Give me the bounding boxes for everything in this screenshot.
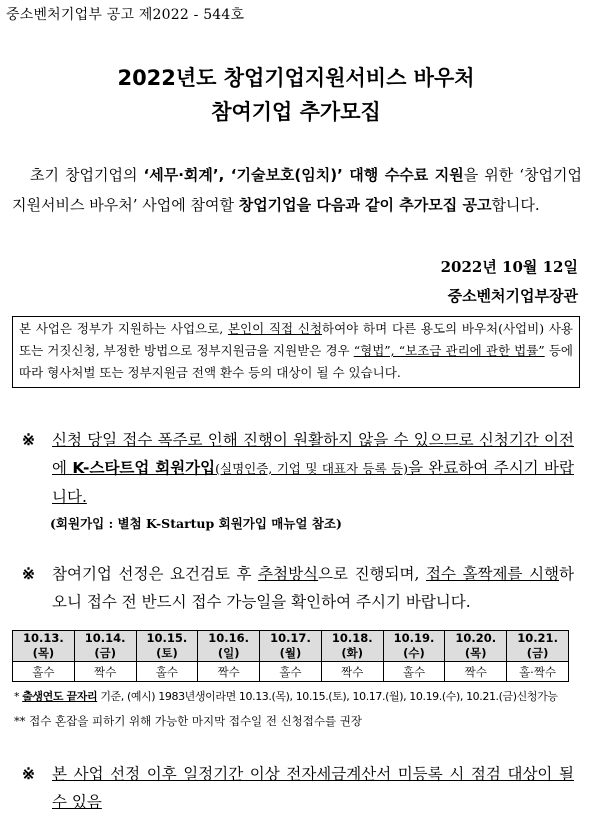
schedule-type: 짝수 [74,662,136,682]
footnote-birth-year [14,688,558,704]
reference-mark: ※ [22,430,35,449]
notice-date: 2022년 10월 12일 [440,258,578,276]
note2-text-1: 참여기업 선정은 요건검토 후 [52,565,259,583]
schedule-date: 10.21.(금) [507,631,569,662]
intro-bold-2: 창업기업을 다음과 같이 추가모집 공고 [238,196,492,214]
note-selection-text [22,560,574,616]
note-signup-text [22,426,574,511]
notice-number: 중소벤처기업부 공고 제2022 - 544호 [6,7,245,23]
warning-text-1: 본 사업은 정부가 지원하는 사업으로, [19,321,228,336]
warning-underline-2: “형법”, “보조금 관리에 관한 법률” [353,343,545,358]
warning-text-3: 등에 따라 형사처벌 또는 정부지원금 전액 환수 등의 대상이 될 수 있습니다. [19,343,573,380]
schedule-type: 짝수 [198,662,260,682]
note-signup [22,426,574,511]
note1-bold: K-스타트업 회원가입 [72,459,216,477]
page-subtitle: 참여기업 추가모집 [211,100,381,124]
intro-text-3: 합니다. [491,196,540,214]
footnote-bold: 출생연도 끝자리 [22,690,98,703]
schedule-date: 10.17.(월) [260,631,322,662]
signup-manual-note: (회원가입 : 별첨 K-Startup 회원가입 매뉴얼 참조) [50,516,342,531]
note-tax-invoice-text: 본 사업 선정 이후 일정기간 이상 전자세금계산서 미등록 시 점검 대상이 될 수 있음 [52,765,574,811]
schedule-type: 홀수 [13,662,75,682]
intro-text-2: 을 위한 ‘창업기업지원서비스 바우처’ 사업에 참여할 [12,166,582,214]
schedule-date: 10.19.(수) [383,631,445,662]
warning-underline-1: 본인이 직접 신청 [227,321,323,336]
reference-mark: ※ [22,764,35,783]
note2-underline-1: 추첨방식 [258,565,319,583]
intro-paragraph [12,160,582,220]
page-title: 2022년도 창업기업지원서비스 바우처 [117,66,475,90]
schedule-type: 홀·짝수 [507,662,569,682]
schedule-type: 짝수 [445,662,507,682]
footnote-star: * [14,690,23,703]
schedule-date-row [13,631,569,662]
intro-bold-1: ‘세무·회계’, ‘기술보호(임치)’ 대행 수수료 지원 [143,166,464,184]
note2-text-3: 하오니 접수 전 반드시 접수 가능일을 확인하여 주시기 바랍니다. [52,565,575,611]
schedule-date: 10.16.(일) [198,631,260,662]
footnote-rest: 기준, (예시) 1983년생이라면 10.13.(목), 10.15.(토), 10.17.(월), 10.19.(수), 10.21.(금)신청가능 [97,690,558,703]
note1-text-2: 을 완료하여 주시기 바랍니다. [52,459,574,506]
schedule-type-row [13,662,569,682]
schedule-type: 홀수 [136,662,198,682]
issuer: 중소벤처기업부장관 [447,287,578,305]
note-tax-invoice [22,760,574,816]
warning-box [12,316,580,388]
schedule-date: 10.13.(목) [13,631,75,662]
note2-underline-2: 접수 홀짝제를 시행 [426,565,560,583]
note-selection [22,560,574,616]
note1-text-1: 신청 당일 접수 폭주로 인해 진행이 원활하지 않을 수 있으므로 신청기간 이전에 [52,431,574,477]
intro-text-1: 초기 창업기업의 [30,166,144,184]
note1-small: (실명인증, 기업 및 대표자 등록 등) [215,461,409,476]
schedule-type: 짝수 [321,662,383,682]
schedule-date: 10.14.(금) [74,631,136,662]
footnote-recommendation: ** 접수 혼잡을 피하기 위해 가능한 마지막 접수일 전 신청접수를 권장 [14,714,362,728]
schedule-date: 10.20.(목) [445,631,507,662]
reference-mark: ※ [22,564,35,583]
note2-text-2: 으로 진행되며, [318,565,427,583]
schedule-date: 10.15.(토) [136,631,198,662]
schedule-type: 홀수 [260,662,322,682]
schedule-table [12,630,569,682]
warning-text-2: 하여야 하며 다른 용도의 바우처(사업비) 사용 또는 거짓신청, 부정한 방법으로 정부지원금을 지원받은 경우 [19,321,573,358]
schedule-type: 홀수 [383,662,445,682]
schedule-date: 10.18.(화) [321,631,383,662]
